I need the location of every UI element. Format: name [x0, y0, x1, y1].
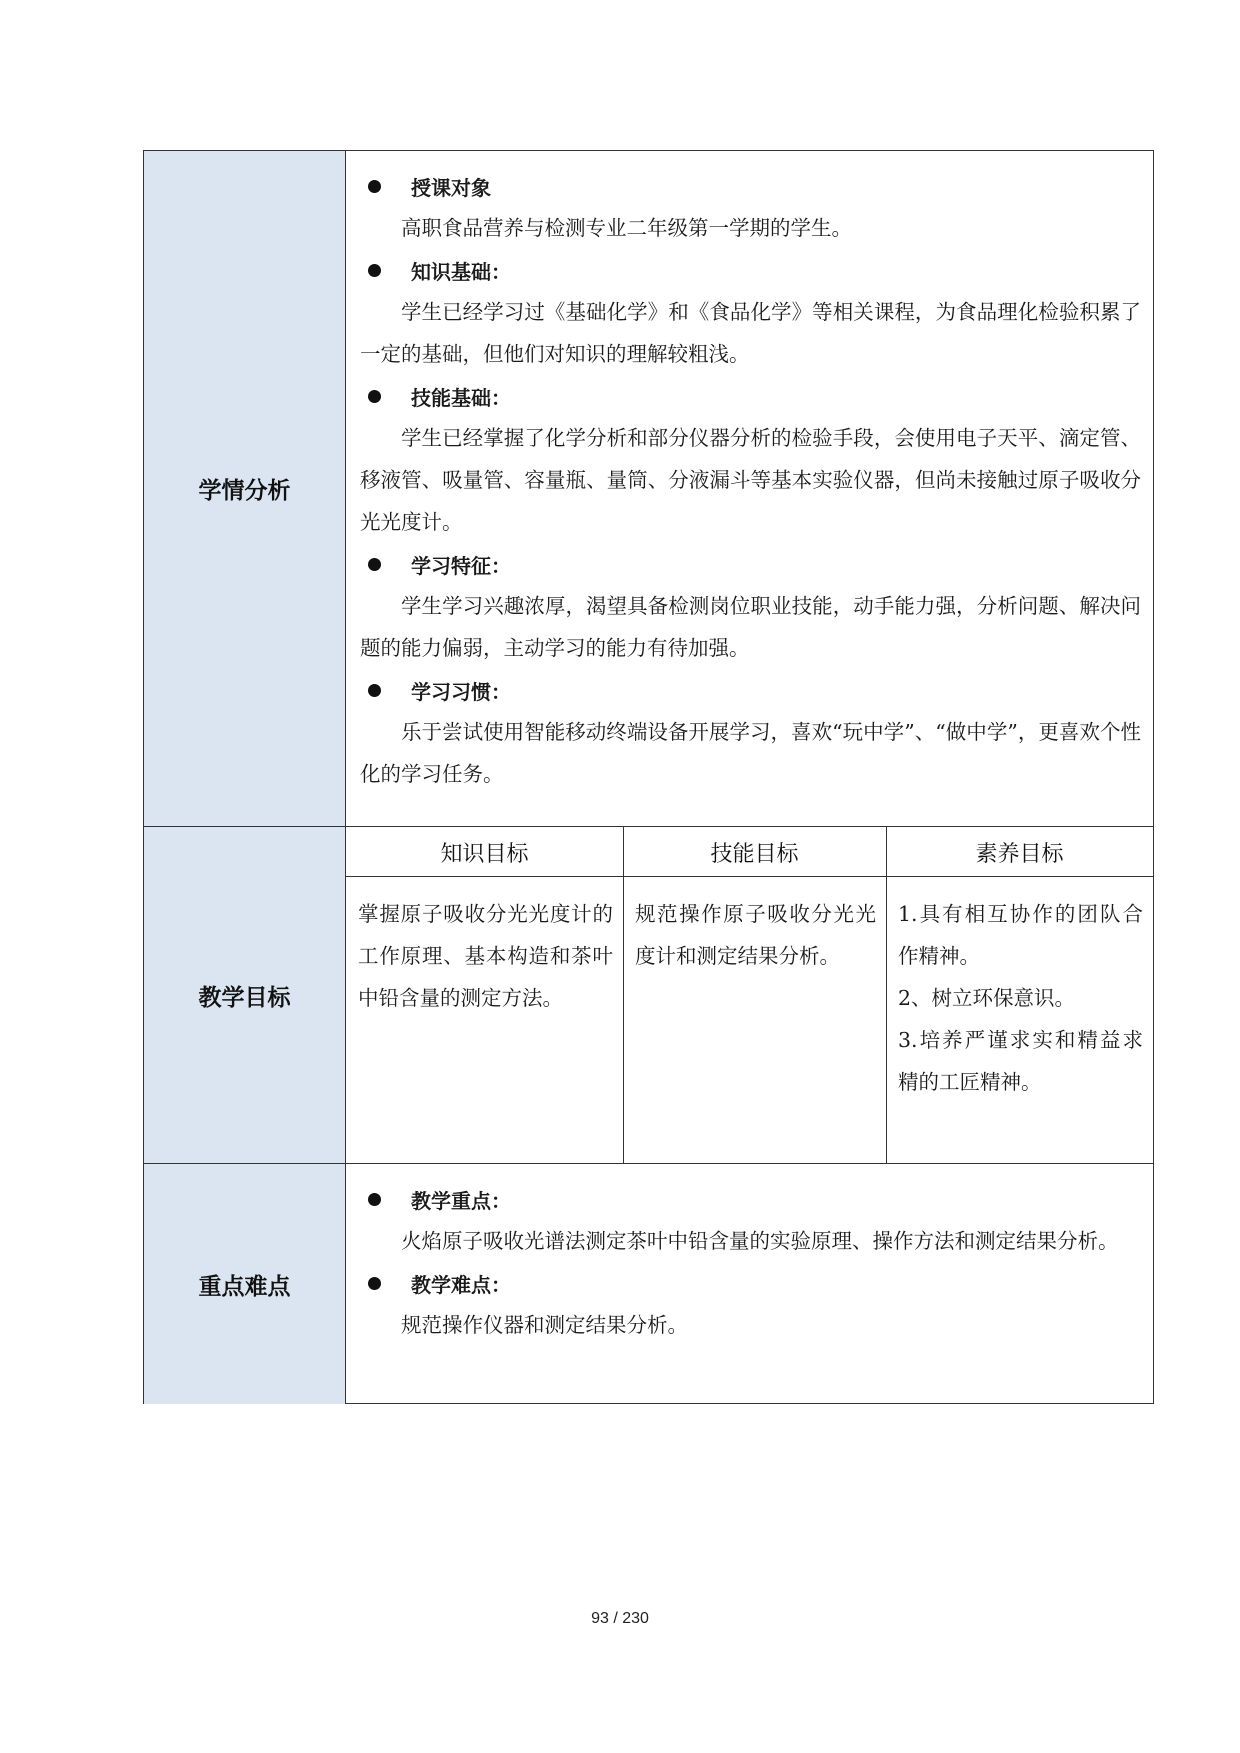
teaching-goals-content: [346, 827, 1153, 1163]
goal-header-skill: 技能目标: [710, 841, 799, 867]
section-label-text: 重点难点: [198, 1273, 291, 1300]
bullet-heading: [360, 669, 1141, 711]
bullet-heading-text: 学习习惯：: [411, 679, 511, 704]
bullet-heading: [360, 375, 1141, 417]
bullet-dot-icon: [368, 180, 381, 193]
goal-line: 3.培养严谨求实和精益求精的工匠精神。: [898, 1028, 1143, 1094]
lesson-plan-table: [143, 150, 1154, 1404]
section-label-text: 教学目标: [198, 984, 291, 1011]
section-label-key-points: [144, 1164, 346, 1404]
paragraph: 规范操作仪器和测定结果分析。: [401, 1313, 688, 1337]
bullet-heading-text: 知识基础：: [411, 259, 511, 284]
bullet-heading-text: 技能基础：: [411, 385, 511, 410]
key-points-content: [346, 1164, 1153, 1404]
paragraph: 学生已经学习过《基础化学》和《食品化学》等相关课程，为食品理化检验积累了一定的基础，但他们对知识的理解较粗浅。: [360, 300, 1141, 366]
bullet-heading-text: 授课对象: [411, 175, 491, 200]
goal-line: 2、树立环保意识。: [898, 986, 1076, 1010]
paragraph: 学生学习兴趣浓厚，渴望具备检测岗位职业技能，动手能力强，分析问题、解决问题的能力偏弱，主动学习的能力有待加强。: [360, 594, 1141, 660]
paragraph: 乐于尝试使用智能移动终端设备开展学习，喜欢“玩中学”、“做中学”，更喜欢个性化的学习任务。: [360, 720, 1141, 786]
bullet-dot-icon: [368, 1277, 381, 1290]
page-number: 93 / 230: [591, 1610, 649, 1627]
goal-line: 1.具有相互协作的团队合作精神。: [898, 902, 1143, 968]
paragraph: 高职食品营养与检测专业二年级第一学期的学生。: [401, 216, 852, 240]
bullet-heading-text: 教学重点：: [411, 1188, 511, 1213]
bullet-heading: [360, 543, 1141, 585]
bullet-dot-icon: [368, 684, 381, 697]
section-label-text: 学情分析: [198, 478, 291, 504]
goal-line: 规范操作原子吸收分光光度计和测定结果分析。: [635, 902, 876, 968]
bullet-heading-text: 教学难点：: [411, 1272, 511, 1297]
bullet-heading: [360, 1262, 1141, 1304]
goal-body-skill: [623, 877, 886, 1163]
section-label-teaching-goals: [144, 827, 346, 1163]
bullet-heading: [360, 165, 1141, 207]
paragraph: 火焰原子吸收光谱法测定茶叶中铅含量的实验原理、操作方法和测定结果分析。: [401, 1229, 1119, 1253]
bullet-dot-icon: [368, 558, 381, 571]
goal-header-knowledge: 知识目标: [440, 841, 529, 867]
goal-line: 掌握原子吸收分光光度计的工作原理、基本构造和茶叶中铅含量的测定方法。: [358, 902, 613, 1010]
goal-body-literacy: [886, 877, 1153, 1163]
section-label-student-analysis: [144, 151, 346, 826]
bullet-dot-icon: [368, 1193, 381, 1206]
paragraph: 学生已经掌握了化学分析和部分仪器分析的检验手段，会使用电子天平、滴定管、移液管、吸量管、容量瓶、量筒、分液漏斗等基本实验仪器，但尚未接触过原子吸收分光光度计。: [360, 426, 1141, 534]
bullet-heading: [360, 249, 1141, 291]
bullet-heading-text: 学习特征：: [411, 553, 511, 578]
goal-body-knowledge: [346, 877, 623, 1163]
goal-header-literacy: 素养目标: [975, 841, 1064, 867]
student-analysis-content: [346, 151, 1153, 826]
bullet-heading: [360, 1178, 1141, 1220]
bullet-dot-icon: [368, 390, 381, 403]
bullet-dot-icon: [368, 264, 381, 277]
